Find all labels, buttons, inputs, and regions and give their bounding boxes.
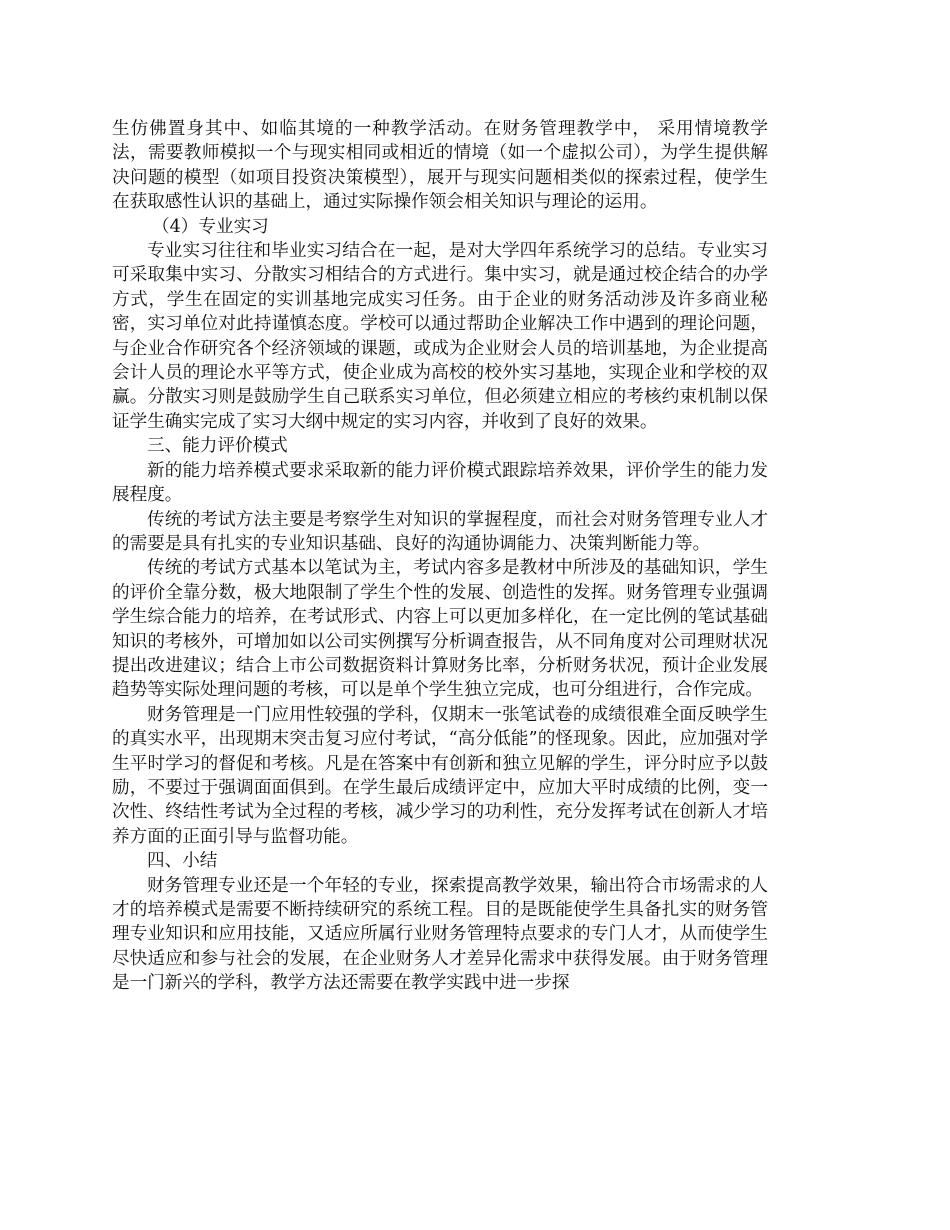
body-paragraph: 财务管理是一门应用性较强的学科，仅期末一张笔试卷的成绩很难全面反映学生的真实水平，出现期末突击复习应付考试，“高分低能”的怪现象。因此，应加强对学生平时学习的督促和考核。凡是在答案中有创新和独立见解的学生，评分时应予以鼓励，不要过于强调面面俱到。在学生最后成绩评定中，应加大平时成绩的比例，变一次性、终结性考试为全过程的考核，减少学习的功利性，充分发挥考试在创新人才培养方面的正面引导与监督功能。	[112, 704, 768, 847]
section-heading-professional-internship: （4）专业实习	[152, 216, 269, 237]
body-paragraph: 财务管理专业还是一个年轻的专业，探索提高教学效果，输出符合市场需求的人才的培养模式是需要不断持续研究的系统工程。目的是既能使学生具备扎实的财务管理专业知识和应用技能，又适应所属行业财务管理特点要求的专门人才，从而使学生尽快适应和参与社会的发展，在企业财务人才差异化需求中获得发展。由于财务管理是一门新兴的学科，教学方法还需要在教学实践中进一步探	[112, 875, 768, 994]
body-paragraph: 生仿佛置身其中、如临其境的一种教学活动。在财务管理教学中， 采用情境教学法，需要教师模拟一个与现实相同或相近的情境（如一个虚拟公司），为学生提供解决问题的模型（如项目投资决策模型），展开与现实问题相类似的探索过程，使学生在获取感性认识的基础上，通过实际操作领会相关知识与理论的运用。	[112, 119, 768, 213]
section-heading-summary: 四、小结	[147, 851, 218, 872]
body-paragraph: 专业实习往往和毕业实习结合在一起，是对大学四年系统学习的总结。专业实习可采取集中实习、分散实习相结合的方式进行。集中实习，就是通过校企结合的办学方式，学生在固定的实训基地完成实习任务。由于企业的财务活动涉及许多商业秘密，实习单位对此持谨慎态度。学校可以通过帮助企业解决工作中遇到的理论问题，与企业合作研究各个经济领域的课题，或成为企业财会人员的培训基地，为企业提高会计人员的理论水平等方式，使企业成为高校的校外实习基地，实现企业和学校的双赢。分散实习则是鼓励学生自己联系实习单位，但必须建立相应的考核约束机制以保证学生确实完成了实习大纲中规定的实习内容，并收到了良好的效果。	[112, 241, 768, 432]
body-paragraph: 传统的考试方式基本以笔试为主，考试内容多是教材中所涉及的基础知识，学生的评价全靠分数，极大地限制了学生个性的发展、创造性的发挥。财务管理专业强调学生综合能力的培养，在考试形式、内容上可以更加多样化，在一定比例的笔试基础知识的考核外，可增加如以公司实例撰写分析调查报告，从不同角度对公司理财状况提出改进建议；结合上市公司数据资料计算财务比率，分析财务状况，预计企业发展趋势等实际处理问题的考核，可以是单个学生独立完成，也可分组进行，合作完成。	[112, 558, 768, 701]
document-page	[112, 117, 768, 996]
body-paragraph: 新的能力培养模式要求采取新的能力评价模式跟踪培养效果，评价学生的能力发展程度。	[112, 460, 768, 506]
body-paragraph: 传统的考试方法主要是考察学生对知识的掌握程度，而社会对财务管理专业人才的需要是具有扎实的专业知识基础、良好的沟通协调能力、决策判断能力等。	[112, 509, 768, 554]
section-heading-ability-evaluation: 三、能力评价模式	[147, 436, 288, 457]
